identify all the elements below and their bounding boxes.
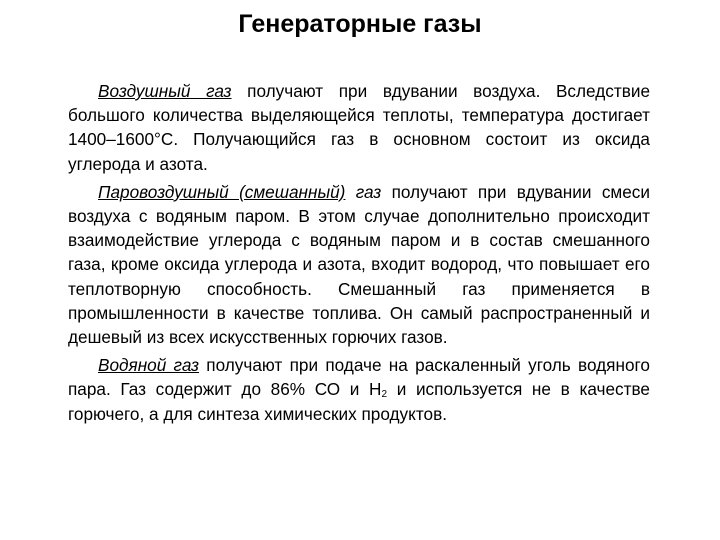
- paragraph-mixed-gas: [68, 180, 650, 349]
- term-air-gas: Воздушный газ: [98, 81, 232, 101]
- paragraph-air-gas: [68, 79, 650, 176]
- paragraph-air-gas-text: получают при вдувании воздуха. Вследствие большого количества выделяющейся теплоты, температура достигает 1400–1600°С. Получающийся газ в основном состоит из оксида углерода и азота.: [68, 81, 651, 174]
- paragraph-mixed-gas-text: получают при вдувании смеси воздуха с водяным паром. В этом случае дополнительно происходит взаимодействие углерода с водяным паром и в состав смешанного газа, кроме оксида углерода и азота, входит водород, что повышает его теплотворную способность. Смешанный газ применяется в промышленности в качестве топлива. Он самый распространенный и дешевый из всех искусственных горючих газов.: [68, 181, 651, 348]
- hydrogen-subscript: 2: [381, 389, 388, 401]
- term-mixed-gas-tail: газ: [345, 181, 382, 202]
- term-mixed-gas: Паровоздушный (смешанный): [98, 181, 346, 202]
- paragraph-water-gas: [68, 353, 650, 426]
- paragraph-water-gas-text-before: получают при подаче на раскаленный уголь водяного пара. Газ содержит до 86% СО и Н: [68, 355, 650, 400]
- slide-title: Генераторные газы: [238, 10, 482, 38]
- slide-body: [68, 79, 650, 430]
- term-water-gas: Водяной газ: [98, 355, 200, 376]
- paragraph-water-gas-text-after: и используется не в качестве горючего, а для синтеза химических продуктов.: [68, 379, 650, 424]
